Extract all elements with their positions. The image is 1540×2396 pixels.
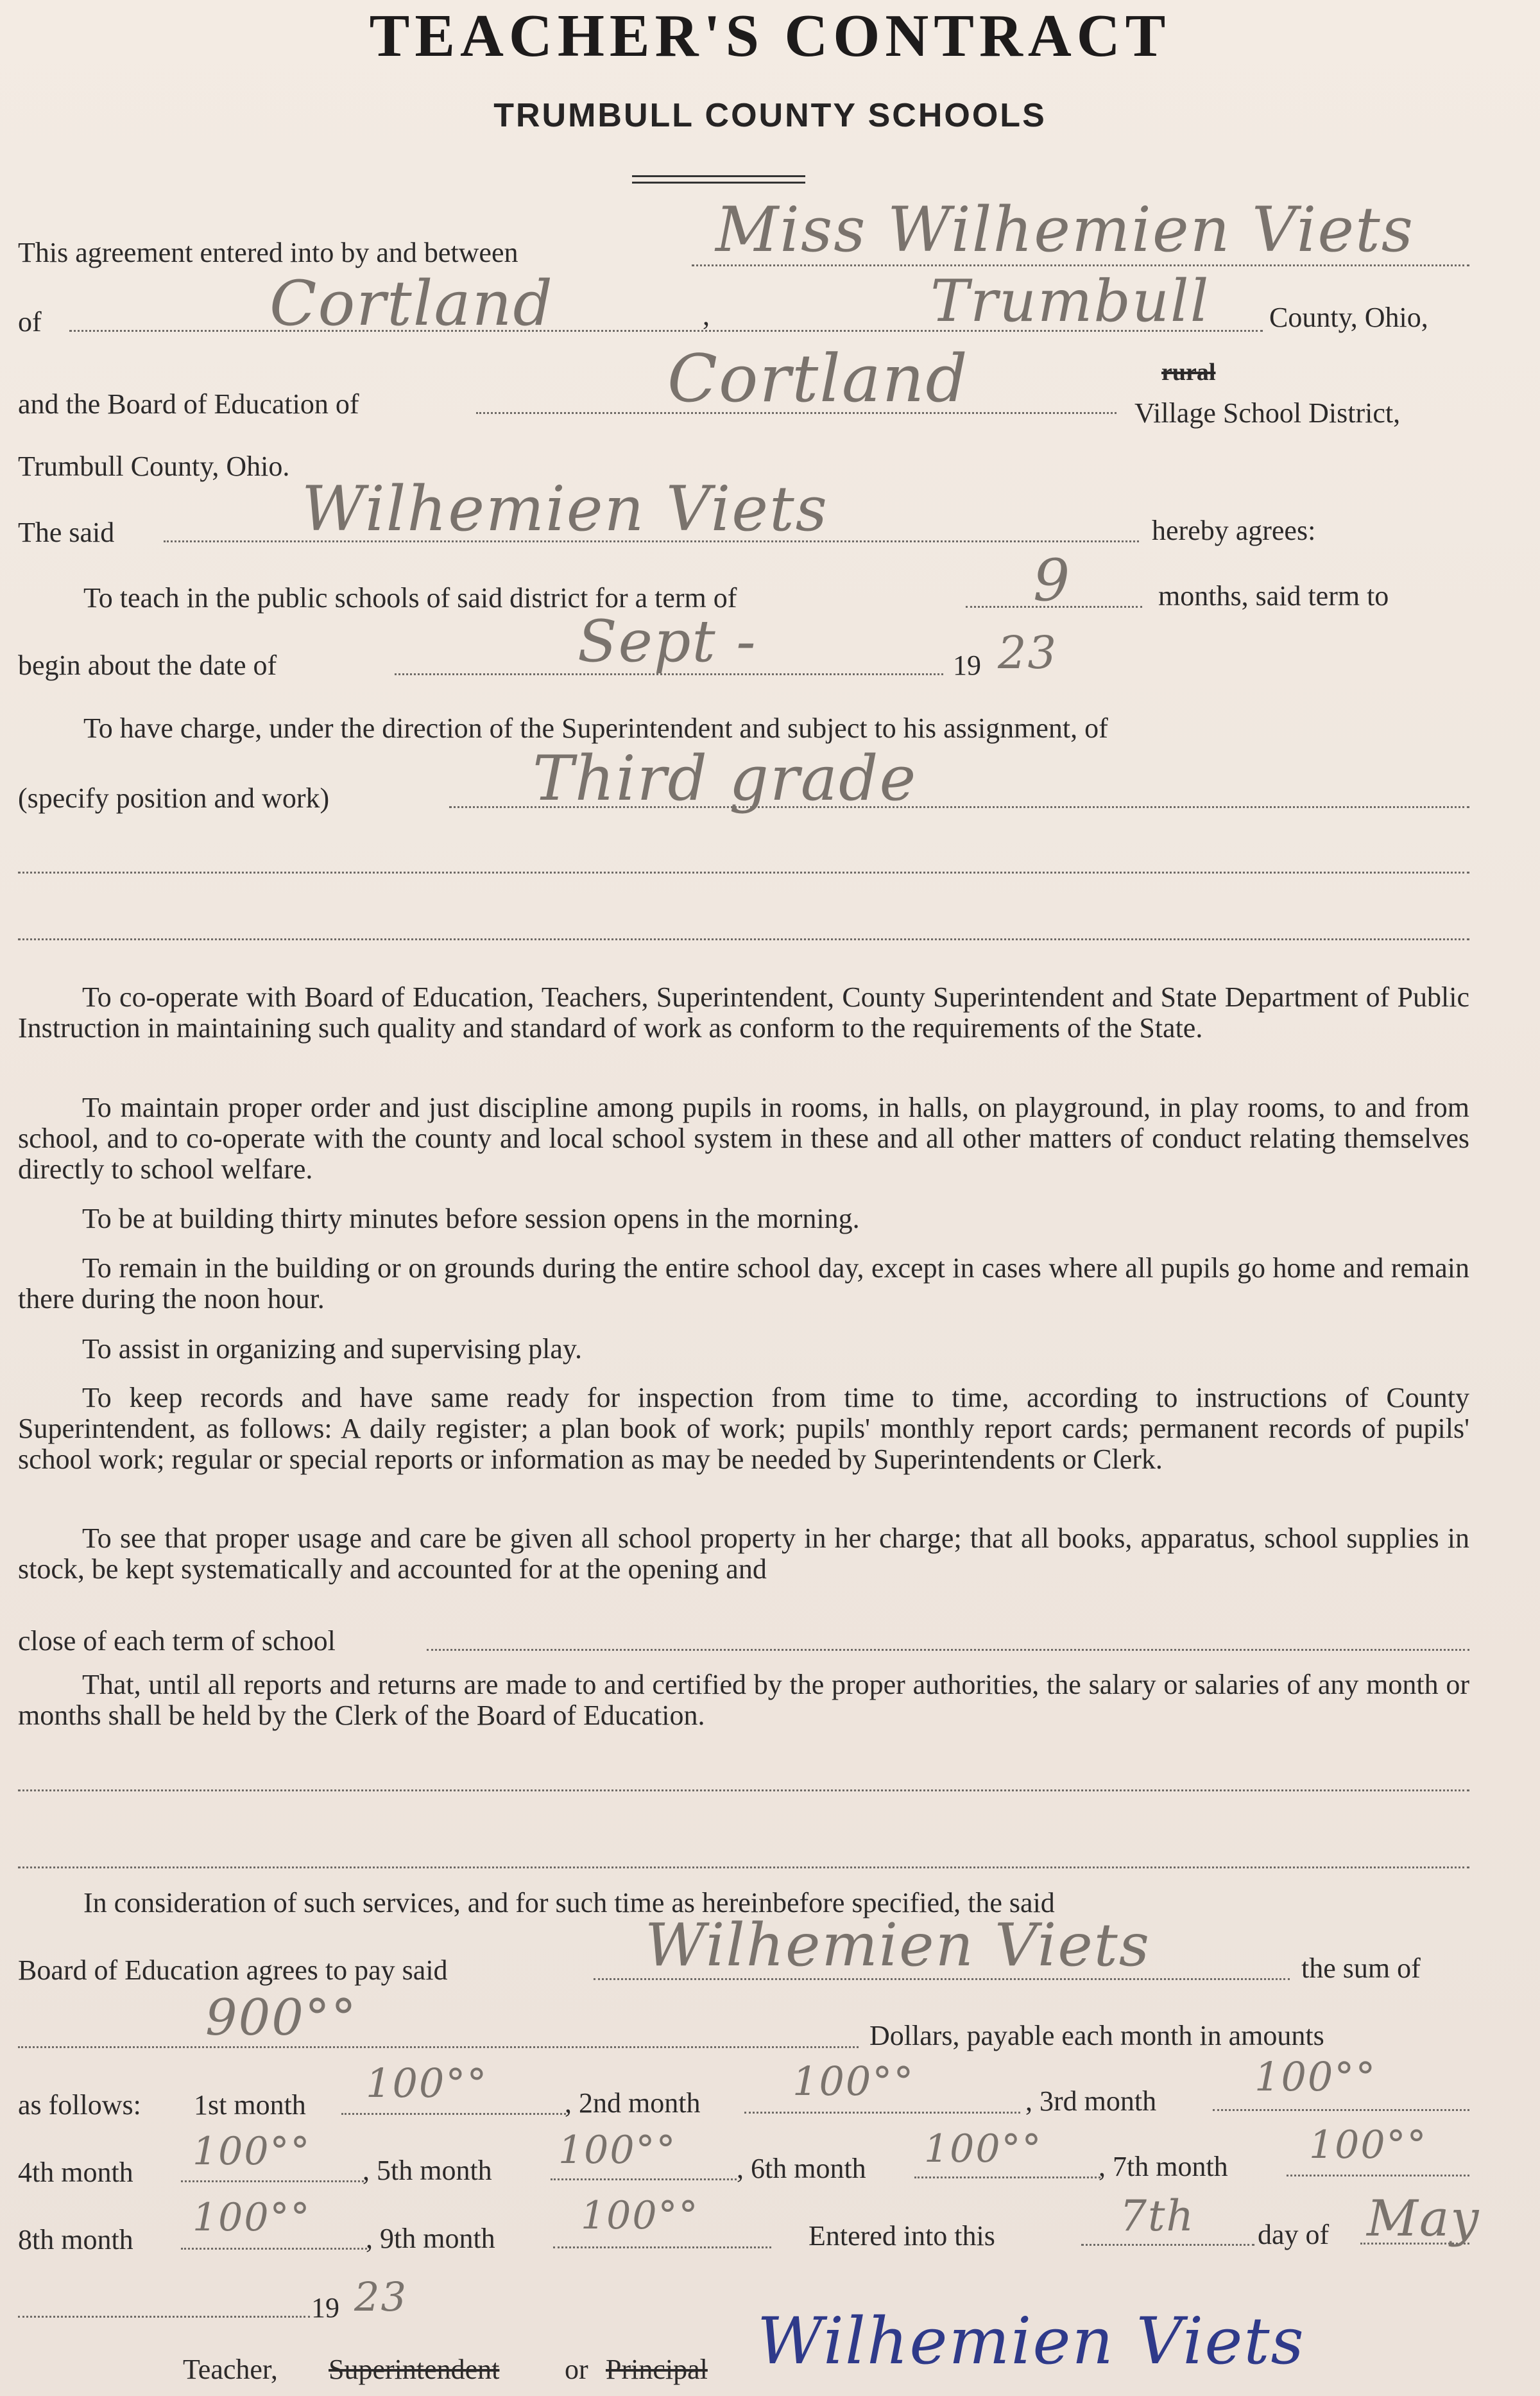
entered-label: Entered into this (809, 2220, 995, 2252)
teacher-label: Teacher, (183, 2354, 278, 2385)
clause-discipline: To maintain proper order and just discipline among pupils in rooms, in halls, on playground, in play rooms, to and from school, and to co-operate with the county and local school system in these and all other matters of conduct relating themselves directly to school welfare. (18, 1092, 1469, 1185)
principal-struck: Principal (606, 2354, 708, 2385)
teacher-name-handwritten: Miss Wilhemien Viets (715, 194, 1414, 266)
month-4-amount: 100°° (193, 2129, 311, 2174)
close-label: close of each term of school (18, 1625, 336, 1657)
month-2-line (744, 2112, 1020, 2114)
pay-agrees-label: Board of Education agrees to pay said (18, 1954, 448, 1986)
month-5-amount: 100°° (558, 2128, 677, 2173)
title-rule-bottom (632, 182, 805, 184)
month-4-label: 4th month (18, 2157, 133, 2188)
charge-label: To have charge, under the direction of the Superintendent and subject to his assignment, of (83, 712, 1108, 744)
month-9-amount: 100°° (581, 2193, 699, 2238)
position-handwritten: Third grade (533, 743, 918, 814)
blank-line-4 (18, 1866, 1469, 1868)
month-2-label: , 2nd month (565, 2087, 701, 2119)
close-line (427, 1649, 1469, 1651)
month-8-label: 8th month (18, 2224, 133, 2255)
said-label: The said (18, 517, 115, 548)
payee-handwritten: Wilhemien Viets (645, 1911, 1151, 1979)
term-months-handwritten: 9 (1033, 547, 1072, 614)
city-handwritten: Cortland (270, 268, 554, 340)
blank-line-3 (18, 1789, 1469, 1791)
blank-line-1 (18, 872, 1469, 874)
rural-struck: rural (1161, 359, 1216, 386)
month-8-amount: 100°° (193, 2195, 311, 2240)
clause-cooperate: To co-operate with Board of Education, Teachers, Superintendent, County Superintendent and State Department of Public Instruction in maintaining such quality and standard of work as conform to the requirements of the State. (18, 981, 1469, 1044)
day-line (1081, 2244, 1254, 2246)
month-3-label: , 3rd month (1025, 2085, 1157, 2117)
month-1-label: 1st month (194, 2089, 306, 2121)
comma: , (703, 300, 710, 331)
month-6-label: , 6th month (737, 2153, 866, 2184)
month-6-line (914, 2176, 1100, 2178)
amount-line (18, 2046, 859, 2048)
of-label: of (18, 306, 42, 338)
teacher-signature: Wilhemien Viets (757, 2304, 1305, 2379)
clause-salary: That, until all reports and returns are made to and certified by the proper authorities, the salary or salaries of any month or months shall be held by the Clerk of the Board of Education. (18, 1669, 1469, 1731)
as-follows-label: as follows: (18, 2089, 141, 2121)
month-9-line-dots (553, 2246, 771, 2248)
blank-line-2 (18, 938, 1469, 940)
entered-year-prefix: 19 (311, 2292, 339, 2323)
county-suffix: County, Ohio, (1269, 302, 1428, 333)
clause-thirty-minutes: To be at building thirty minutes before session opens in the morning. (82, 1203, 860, 1234)
document-title: TEACHER'S CONTRACT (369, 3, 1171, 69)
sum-label: the sum of (1301, 1952, 1421, 1984)
term-suffix: months, said term to (1158, 580, 1389, 612)
month-6-amount: 100°° (924, 2126, 1043, 2171)
consideration-text: In consideration of such services, and for such time as hereinbefore specified, the said (83, 1887, 1055, 1918)
clause-property: To see that proper usage and care be given all school property in her charge; that all books, apparatus, school supplies in stock, be kept systematically and accounted for at the opening and (18, 1522, 1469, 1585)
entered-year-handwritten: 23 (354, 2273, 407, 2320)
begin-date-handwritten: Sept - (578, 608, 757, 675)
board-label: and the Board of Education of (18, 388, 359, 420)
month-7-line (1287, 2175, 1469, 2176)
year-handwritten: 23 (998, 626, 1058, 679)
month-3-amount: 100°° (1254, 2053, 1377, 2100)
clause-play: To assist in organizing and supervising play. (82, 1333, 583, 1365)
or-label: or (565, 2354, 588, 2385)
month-7-label: , 7th month (1099, 2151, 1228, 2182)
position-label: (specify position and work) (18, 782, 330, 814)
year-line-left (18, 2316, 310, 2318)
month-1-amount: 100°° (366, 2060, 488, 2107)
month-4-line (181, 2180, 364, 2182)
title-rule-top (632, 175, 805, 177)
clause-remain: To remain in the building or on grounds during the entire school day, except in cases where all pupils go home and remain there during the noon hour. (18, 1252, 1469, 1314)
month-2-amount: 100°° (792, 2058, 915, 2105)
month-5-line (551, 2178, 737, 2180)
agreement-label: This agreement entered into by and between (18, 237, 518, 268)
term-label: To teach in the public schools of said district for a term of (83, 582, 737, 614)
superintendent-struck: Superintendent (329, 2354, 500, 2385)
day-of-label: day of (1258, 2219, 1330, 2250)
month-3-line (1213, 2109, 1469, 2111)
day-handwritten: 7th (1120, 2191, 1195, 2241)
said-name-handwritten: Wilhemien Viets (302, 473, 828, 545)
month-8-line (181, 2248, 367, 2250)
month-5-label: , 5th month (363, 2155, 492, 2186)
amount-handwritten: 900°° (205, 1989, 357, 2047)
month-7-amount: 100°° (1309, 2123, 1428, 2168)
document-subtitle: TRUMBULL COUNTY SCHOOLS (493, 97, 1047, 134)
month-1-line (341, 2113, 566, 2115)
year-prefix: 19 (953, 650, 981, 681)
district-handwritten: Cortland (667, 341, 969, 417)
county-handwritten: Trumbull (930, 268, 1210, 335)
trumbull-line: Trumbull County, Ohio. (18, 451, 290, 482)
month-9-label: , 9th month (366, 2223, 495, 2254)
clause-records: To keep records and have same ready for inspection from time to time, according to instructions of County Superintendent, as follows: A daily register; a plan book of work; pupils' monthly report cards; permanent records of pupils' school work; regular or special reports or information as may be needed by Superintendents or Clerk. (18, 1382, 1469, 1475)
agrees-label: hereby agrees: (1152, 515, 1316, 546)
dollars-label: Dollars, payable each month in amounts (869, 2020, 1324, 2051)
begin-label: begin about the date of (18, 650, 277, 681)
village-label: Village School District, (1134, 397, 1401, 429)
month-handwritten: May (1367, 2190, 1480, 2248)
